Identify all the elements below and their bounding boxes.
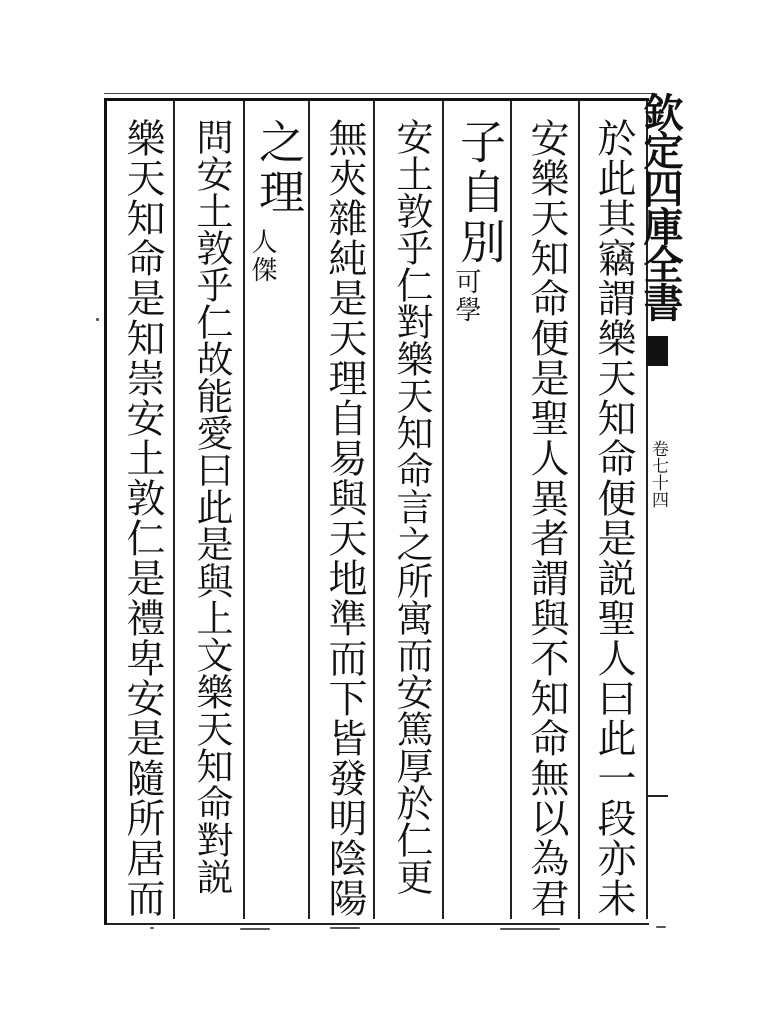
margin-volume-number: 卷七十四 <box>648 440 668 508</box>
text-column-5: 無夾雜純是天理自易與天地準而下皆發明陰陽 <box>322 118 367 918</box>
scan-speck <box>500 928 560 930</box>
text-column-4: 安土敦乎仁對樂天知命言之所寓而安篤厚於仁更 <box>390 118 433 895</box>
margin-book-title: 欽定四庫全書 <box>637 92 684 320</box>
text-column-1: 於此其竊謂樂天知命便是説聖人曰此一段亦未 <box>591 118 636 918</box>
text-column-7: 問安土敦乎仁故能愛曰此是與上文樂天知命對説 <box>190 118 233 895</box>
scan-speck <box>240 928 270 930</box>
column-rule <box>243 101 245 919</box>
text-column-8: 樂天知命是知崇安土敦仁是禮卑安是隨所居而 <box>120 118 165 918</box>
fishtail-mark <box>646 336 668 366</box>
column-rule <box>510 101 512 919</box>
column-rule <box>442 101 444 919</box>
frame-top-double-line <box>104 93 652 94</box>
column-rule <box>373 101 375 919</box>
attribution-note: 人傑 <box>247 228 277 284</box>
scan-speck <box>656 926 666 928</box>
column-rule <box>308 101 310 919</box>
attribution-note: 可學 <box>451 268 481 324</box>
column-rule <box>578 101 580 919</box>
text-column-2: 安樂天知命便是聖人異者謂與不知命無以為君 <box>524 118 569 918</box>
margin-tick <box>646 795 668 797</box>
column-rule <box>173 101 175 919</box>
text-column-6: 之理 <box>252 118 306 218</box>
text-column-3: 子自別 <box>453 118 507 268</box>
scan-speck <box>96 318 99 321</box>
scan-speck <box>150 927 154 929</box>
scan-speck <box>330 927 360 929</box>
